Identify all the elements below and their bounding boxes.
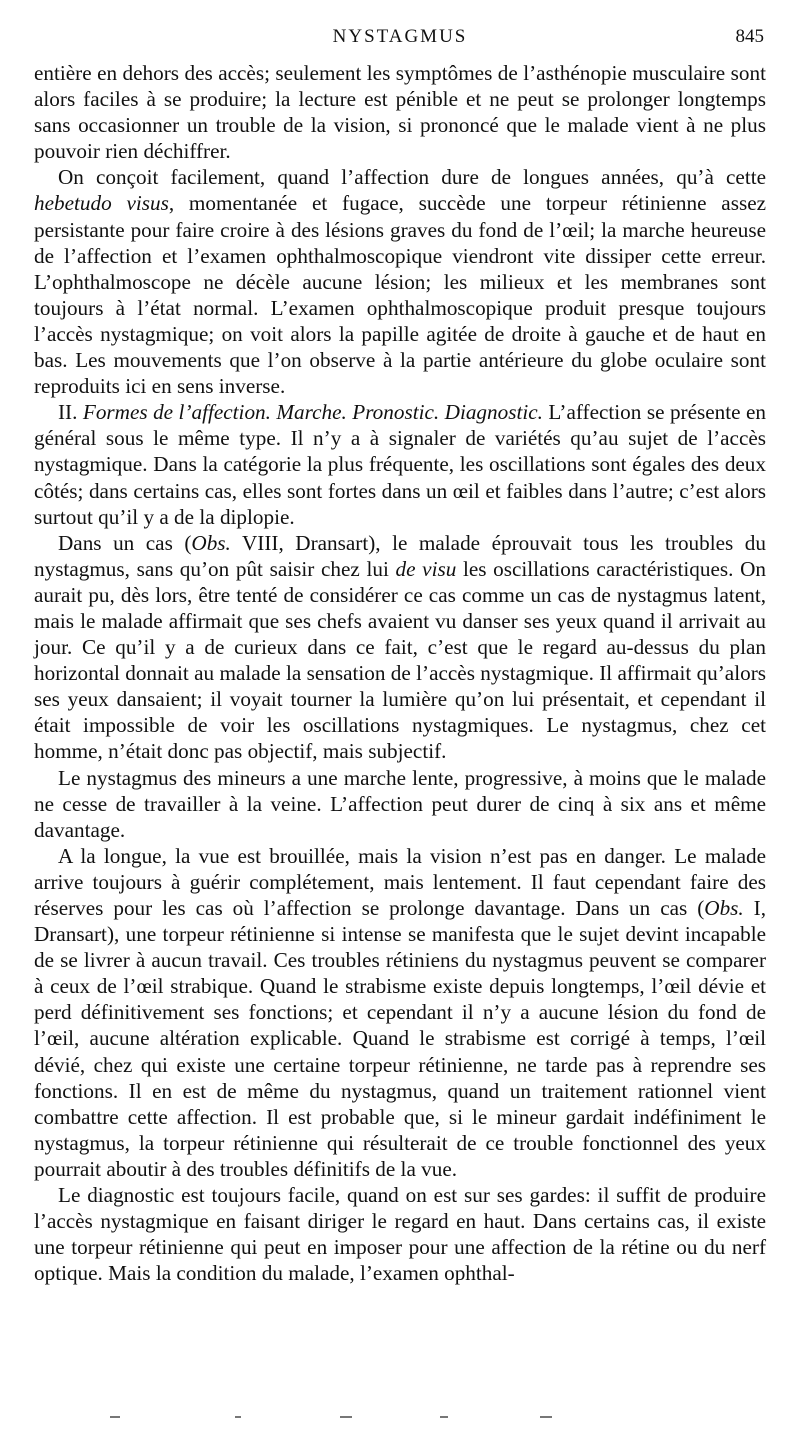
text-run: On conçoit facilement, quand l’affection dure de longues années, qu’à cette: [58, 165, 766, 190]
page-header: [34, 26, 766, 56]
running-head: NYSTAGMUS: [332, 26, 468, 47]
text-run: , momentanée et fugace, succède une torpeur rétinienne assez persistante pour faire croire à des lésions graves du fond de l’œil; la marche heureuse de l’affection et l’examen ophthalmoscopique viendront vite dissiper cette erreur. L’ophthalmoscope ne décèle aucune lésion; les milieux et les membranes sont toujours à l’état normal. L’examen ophthalmoscopique produit presque toujours l’accès nystagmique; on voit alors la papille agitée de droite à gauche et de haut en bas. Les mouvements que l’on observe à la partie antérieure du globe oculaire sont reproduits ici en sens inverse.: [34, 191, 766, 399]
paragraph: [34, 60, 766, 164]
text-run: II.: [58, 400, 83, 425]
paragraph: [34, 530, 766, 765]
italic-text: hebetudo visus: [34, 191, 169, 216]
text-run: les oscillations caractéristiques. On aurait pu, dès lors, être tenté de considérer ce cas comme un cas de nystagmus latent, mais le malade affirmait que ses chefs avaient vu danser ses yeux quand il arrivait au jour. Ce qu’il y a de curieux dans ce fait, c’est que le regard au-dessus du plan horizontal donnait au malade la sensation de l’accès nystagmique. Il affirmait qu’alors ses yeux dansaient; il voyait tourner la lumière qu’on lui présentait, et cependant il était impossible de voir les oscillations nystagmiques. Le nystagmus, chez cet homme, n’était donc pas objectif, mais subjectif.: [34, 556, 766, 764]
text-run: entière en dehors des accès; seulement les symptômes de l’asthénopie musculaire sont alors faciles à se produire; la lecture est pénible et ne peut se prolonger longtemps sans occasionner un trouble de la vision, si prononcé que le malade vient à ne plus pouvoir rien déchiffrer.: [34, 61, 766, 164]
text-run: Le nystagmus des mineurs a une marche lente, progressive, à moins que le malade ne cesse de travailler à la veine. L’affection peut durer de cinq à six ans et même davantage.: [34, 765, 766, 842]
text-run: L’affection se présente en général sous le même type. Il n’y a à signaler de variétés qu’au sujet de l’accès nystagmique. Dans la catégorie la plus fréquente, les oscillations sont égales des deux côtés; dans certains cas, elles sont fortes dans un œil et faibles dans l’autre; c’est alors surtout qu’il y a de la diplopie.: [34, 400, 766, 529]
italic-text: Formes de l’affection. Marche. Pronostic. Diagnostic.: [82, 400, 543, 425]
paragraph: [34, 164, 766, 399]
page-number: 845: [735, 26, 764, 47]
scan-specks: [110, 1412, 580, 1422]
italic-text: Obs.: [191, 530, 231, 555]
paragraph: [34, 843, 766, 1182]
text-run: VIII, Dransart), le malade éprouvait tous les troubles du nystagmus, sans qu’on pût saisir chez lui: [34, 530, 766, 581]
paragraph: [34, 399, 766, 529]
italic-text: de visu: [395, 556, 457, 581]
body-text: [34, 60, 766, 1286]
paragraph: [34, 765, 766, 843]
text-run: Le diagnostic est toujours facile, quand on est sur ses gardes: il suffit de produire l’accès nystagmique en faisant diriger le regard en haut. Dans certains cas, il existe une torpeur rétinienne qui peut en imposer pour une affection de la rétine ou du nerf optique. Mais la condition du malade, l’examen ophthal-: [34, 1183, 766, 1286]
text-run: I, Dransart), une torpeur rétinienne si intense se manifesta que le sujet devint incapable de se livrer à aucun travail. Ces troubles rétiniens du nystagmus peuvent se comparer à ceux de l’œil strabique. Quand le strabisme existe depuis longtemps, l’œil dévie et perd définitivement ses fonctions; et cependant il n’y a aucune lésion du fond de l’œil, aucune altération explicable. Quand le strabisme est corrigé à temps, l’œil dévié, chez qui existe une certaine torpeur rétinienne, ne tarde pas à reprendre ses fonctions. Il en est de même du nystagmus, quand un traitement rationnel vient combattre cette affection. Il est probable que, si le mineur gardait indéfiniment le nystagmus, la torpeur rétinienne qui résulterait de ce trouble fonctionnel des yeux pourrait aboutir à des troubles définitifs de la vue.: [34, 896, 767, 1181]
paragraph: [34, 1182, 766, 1286]
text-run: A la longue, la vue est brouillée, mais la vision n’est pas en danger. Le malade arrive toujours à guérir complétement, mais lentement. Il faut cependant faire des réserves pour les cas où l’affection se prolonge davantage. Dans un cas (: [34, 843, 766, 920]
italic-text: Obs.: [704, 896, 744, 920]
text-run: Dans un cas (: [58, 530, 192, 555]
